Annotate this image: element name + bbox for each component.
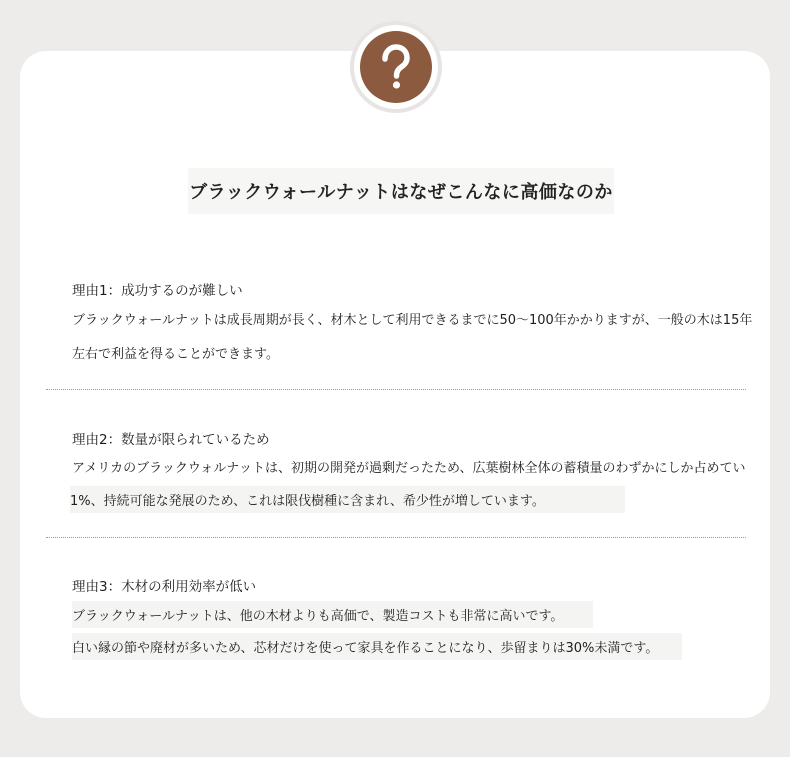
title-bar xyxy=(188,168,614,214)
reason-3-line-1: ブラックウォールナットは、他の木材よりも高価で、製造コストも非常に高いです。 xyxy=(72,601,593,628)
badge-inner-ring xyxy=(354,25,438,109)
reason-1-line-1: ブラックウォールナットは成長周期が長く、材木として利用できるまでに50〜100年かかりますが、一般の木は15年 xyxy=(72,313,753,328)
reason-3-heading: 理由3：木材の利用効率が低い xyxy=(72,579,257,595)
reason-1-heading: 理由1：成功するのが難しい xyxy=(72,283,243,299)
question-badge xyxy=(350,21,442,113)
reason-3-line-2: 白い縁の節や廃材が多いため、芯材だけを使って家具を作ることになり、歩留まりは30%未満です。 xyxy=(72,633,682,660)
reason-2-heading: 理由2：数量が限られているため xyxy=(72,432,270,448)
reason-2-line-2: 1%、持続可能な発展のため、これは限伐樹種に含まれ、希少性が増しています。 xyxy=(70,486,625,513)
question-mark-glyph xyxy=(376,43,416,91)
reason-1-line-2: 左右で利益を得ることができます。 xyxy=(72,347,279,362)
reason-2-line-1: アメリカのブラックウォルナットは、初期の開発が過剰だったため、広葉樹林全体の蓄積量のわずかにしか占めてい xyxy=(72,461,746,476)
divider-1 xyxy=(46,389,746,390)
divider-2 xyxy=(46,537,746,538)
page-title: ブラックウォールナットはなぜこんなに高価なのか xyxy=(189,182,613,203)
question-mark-icon xyxy=(360,31,432,103)
